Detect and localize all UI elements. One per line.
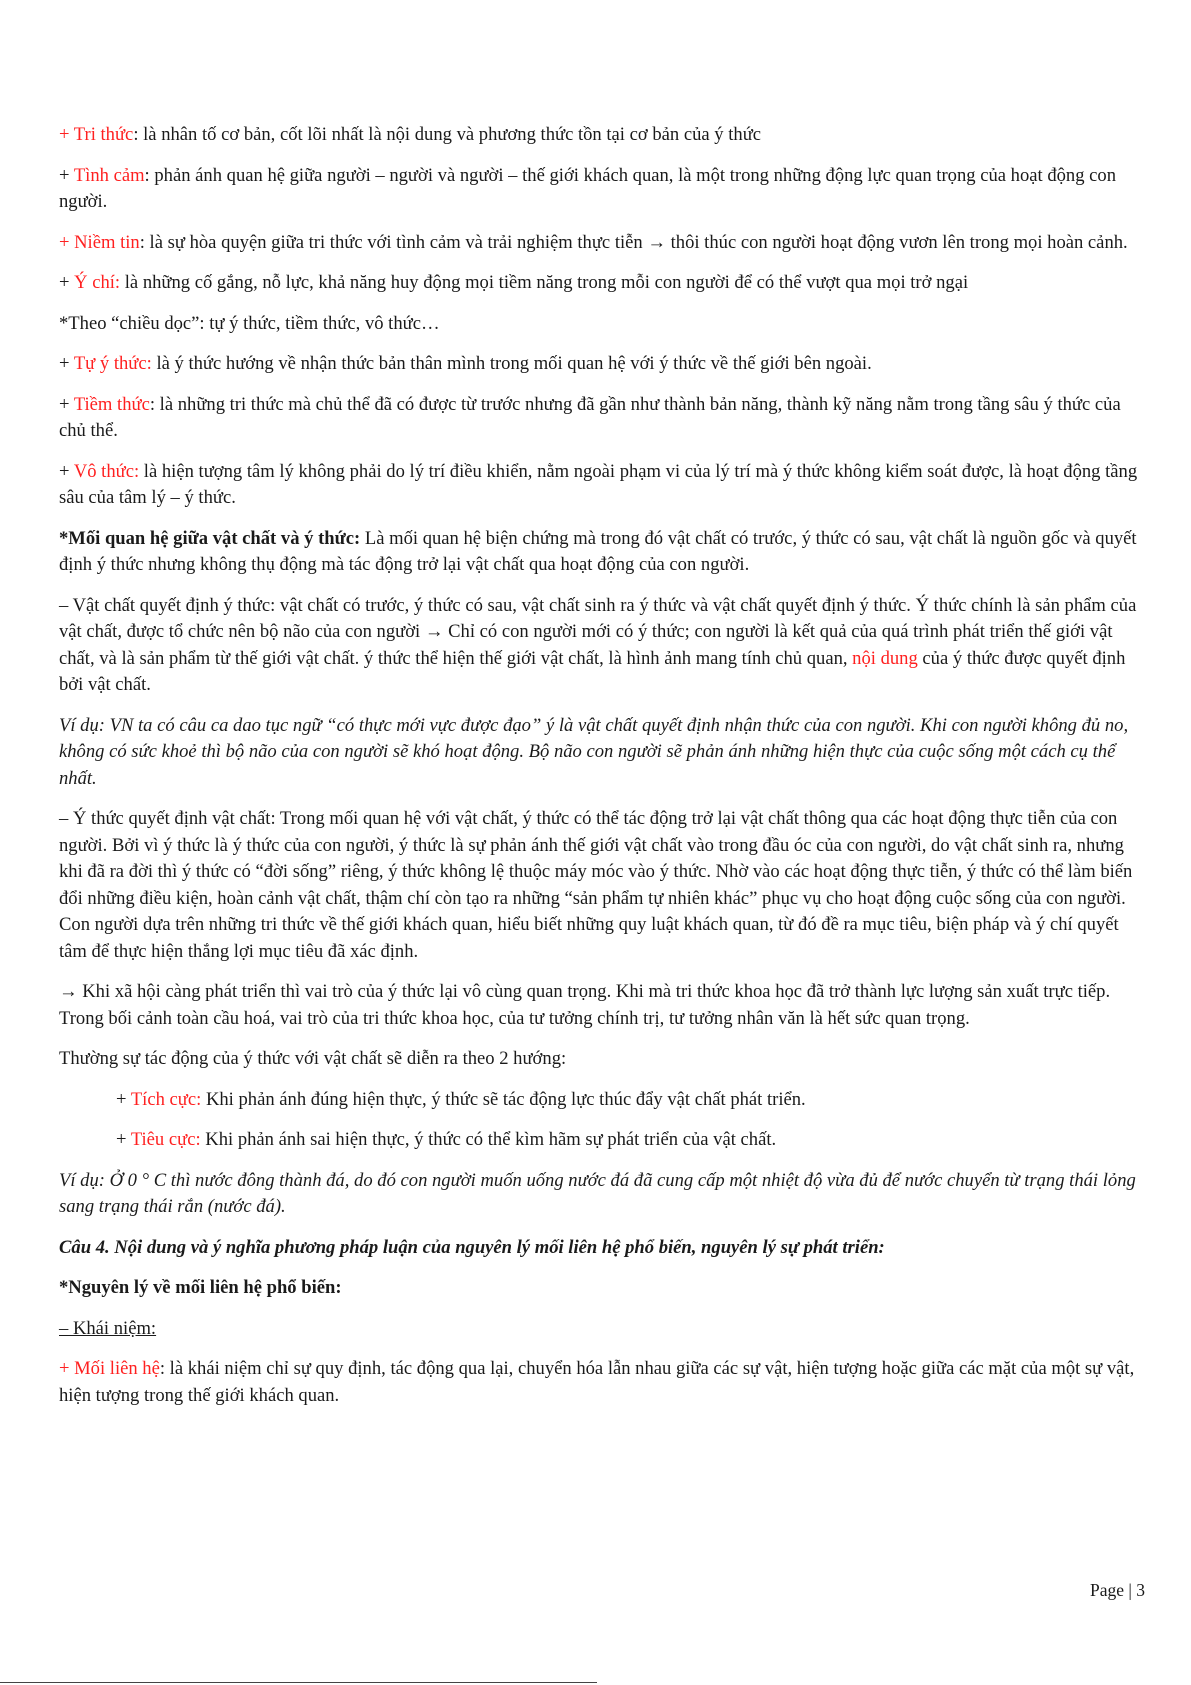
term-tri-thuc: + Tri thức [59, 124, 134, 145]
heading-moi-quan-he: *Mối quan hệ giữa vật chất và ý thức: [59, 527, 361, 549]
para-khai-niem [59, 1316, 1141, 1343]
heading-cau-4: Câu 4. Nội dung và ý nghĩa phương pháp luận của nguyên lý mối liên hệ phổ biến, nguyên lý sự phát triển: [59, 1236, 885, 1258]
para-moi-quan-he: *Mối quan hệ giữa vật chất và ý thức: Là mối quan hệ biện chứng mà trong đó vật chất có trước, ý thức có sau, vật chất là nguồn gốc và quyết định ý thức nhưng không thụ động mà tác động trở lại vật chất qua hoạt động của con người. [59, 527, 1137, 575]
para-vi-du-1: Ví dụ: VN ta có câu ca dao tục ngữ “có thực mới vực được đạo” ý là vật chất quyết định nhận thức của con người. Khi con người không đủ no, không có sức khoẻ thì bộ não của con người sẽ khó hoạt động. Bộ não con người sẽ phản ánh những hiện thực của cuộc sống một cách cụ thể nhất. [59, 714, 1129, 789]
term-vo-thuc: Vô thức: [73, 460, 140, 482]
term-niem-tin: + Niềm tin [59, 231, 140, 253]
para-vo-thuc: + Vô thức: là hiện tượng tâm lý không phải do lý trí điều khiển, nằm ngoài phạm vi của lý trí mà ý thức không kiểm soát được, là hoạt động tầng sâu của tâm lý – ý thức. [59, 460, 1138, 508]
para-tich-cuc: + Tích cực: Khi phản ánh đúng hiện thực, ý thức sẽ tác động lực thúc đẩy vật chất phát triển. [116, 1088, 806, 1110]
para-y-thuc-quyet-dinh: – Ý thức quyết định vật chất: Trong mối quan hệ với vật chất, ý thức có thể tác động trở lại vật chất thông qua các hoạt động thực tiễn của con người. Bởi vì ý thức là ý thức của con người, ý thức là sự phản ánh thế giới vật chất vào trong đầu óc của con người, do vật chất sinh ra, nhưng khi đã ra đời thì ý thức có “đời sống” riêng, ý thức không lệ thuộc máy móc vào ý thức. Nhờ vào các hoạt động thực tiễn, ý thức có thể làm biến đổi những điều kiện, hoàn cảnh vật chất, thậm chí còn tạo ra những “sản phẩm tự nhiên khác” phục vụ cho hoạt động cuộc sống của con người. Con người dựa trên những tri thức về thế giới khách quan, hiểu biết những quy luật khách quan, từ đó đề ra mục tiêu, biện pháp và ý chí quyết tâm để thực hiện thắng lợi mục tiêu đã xác định. [59, 808, 1133, 962]
term-tieu-cuc: Tiêu cực: [130, 1129, 201, 1150]
page-number: Page | 3 [1089, 1580, 1145, 1600]
para-tieu-cuc: + Tiêu cực: Khi phản ánh sai hiện thực, ý thức có thể kìm hãm sự phát triển của vật chất. [116, 1129, 777, 1150]
label-khai-niem: – Khái niệm: [59, 1317, 157, 1339]
document-body [59, 122, 1141, 1423]
term-tinh-cam: Tình cảm [73, 164, 145, 186]
para-y-chi: + Ý chí: là những cố gắng, nỗ lực, khả năng huy động mọi tiềm năng trong mỗi con người để có thể vượt qua mọi trở ngại [59, 272, 969, 293]
para-tiem-thuc: + Tiềm thức: là những tri thức mà chủ thể đã có được từ trước nhưng đã gần như thành bản năng, thành kỹ năng nằm trong tầng sâu ý thức của chủ thể. [59, 393, 1121, 441]
para-niem-tin: + Niềm tin: là sự hòa quyện giữa tri thức với tình cảm và trải nghiệm thực tiễn → thôi thúc con người hoạt động vươn lên trong mọi hoàn cảnh. [59, 231, 1128, 253]
para-vai-tro: → Khi xã hội càng phát triển thì vai trò của ý thức lại vô cùng quan trọng. Khi mà tri thức khoa học đã trở thành lực lượng sản xuất trực tiếp. Trong bối cảnh toàn cầu hoá, vai trò của tri thức khoa học, của tư tưởng chính trị, tư tưởng nhân văn là hết sức quan trọng. [59, 981, 1111, 1029]
para-tinh-cam: + Tình cảm: phản ánh quan hệ giữa người – người và người – thế giới khách quan, là một trong những động lực quan trọng của hoạt động con người. [59, 164, 1116, 212]
term-tiem-thuc: Tiềm thức [73, 393, 150, 415]
term-moi-lien-he: + Mối liên hệ [59, 1358, 160, 1379]
para-moi-lien-he: + Mối liên hệ: là khái niệm chỉ sự quy định, tác động qua lại, chuyển hóa lẫn nhau giữa các sự vật, hiện tượng hoặc giữa các mặt của một sự vật, hiện tượng trong thế giới khách quan. [59, 1358, 1135, 1406]
term-tich-cuc: Tích cực: [130, 1088, 202, 1110]
para-vi-du-2: Ví dụ: Ở 0 ° C thì nước đông thành đá, do đó con người muốn uống nước đá đã cung cấp một nhiệt độ vừa đủ để nước chuyển từ trạng thái lỏng sang trạng thái rắn (nước đá). [59, 1169, 1136, 1217]
heading-nguyen-ly: *Nguyên lý về mối liên hệ phổ biến: [59, 1277, 342, 1298]
term-y-chi: Ý chí: [74, 272, 121, 293]
bottom-rule [0, 1682, 597, 1683]
para-vat-chat-quyet-dinh: – Vật chất quyết định ý thức: vật chất có trước, ý thức có sau, vật chất sinh ra ý thức và vật chất quyết định ý thức. Ý thức chính là sản phẩm của vật chất, được tổ chức nên bộ não của con người → Chỉ có con người mới có ý thức; con người là kết quả của quá trình phát triển thế giới vật chất, và là sản phẩm từ thế giới vật chất. ý thức thể hiện thế giới vật chất, là hình ảnh mang tính chủ quan, nội dung của ý thức được quyết định bởi vật chất. [59, 594, 1137, 695]
para-chieu-doc: *Theo “chiều dọc”: tự ý thức, tiềm thức, vô thức… [59, 312, 440, 334]
para-2-huong: Thường sự tác động của ý thức với vật chất sẽ diễn ra theo 2 hướng: [59, 1048, 567, 1069]
term-noi-dung: nội dung [852, 647, 918, 669]
term-tu-y-thuc: Tự ý thức: [73, 353, 152, 374]
para-tri-thuc: + Tri thức: là nhân tố cơ bản, cốt lõi nhất là nội dung và phương thức tồn tại cơ bản của ý thức [59, 124, 762, 145]
para-tu-y-thuc: + Tự ý thức: là ý thức hướng về nhận thức bản thân mình trong mối quan hệ với ý thức về thế giới bên ngoài. [59, 353, 872, 374]
